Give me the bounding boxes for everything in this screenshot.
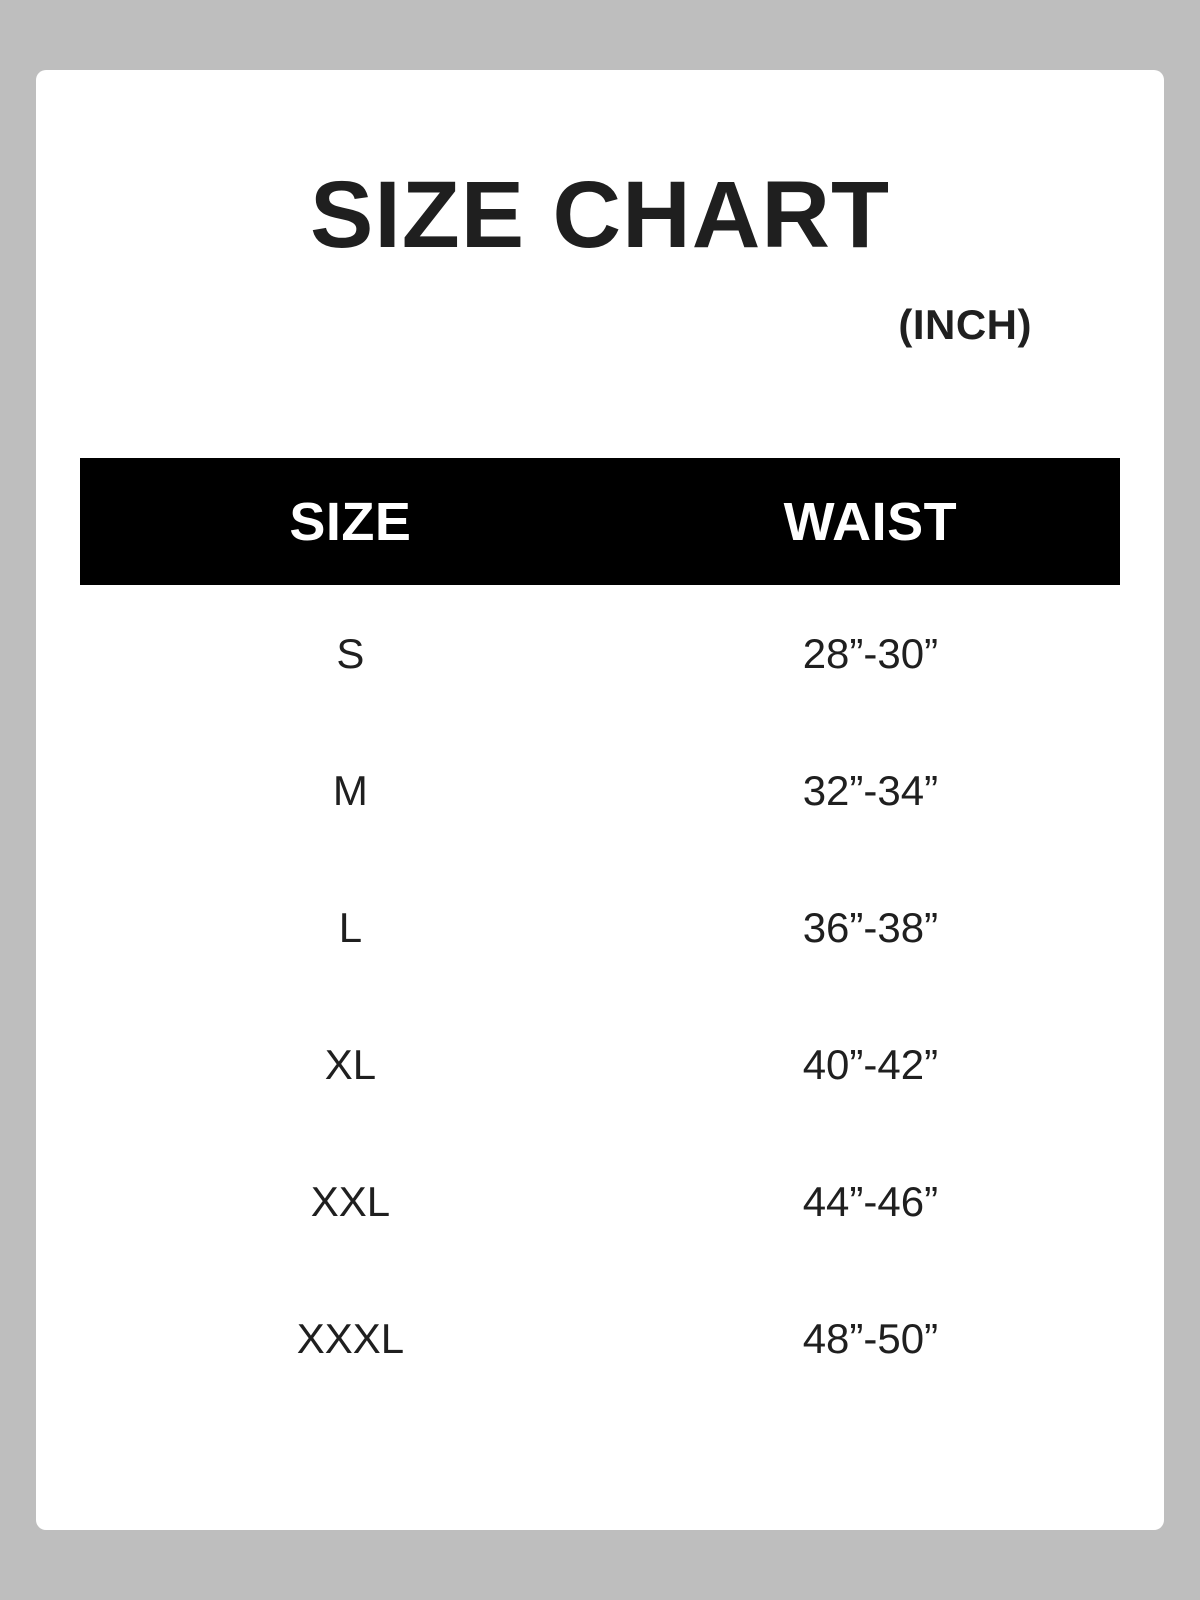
cell-waist: 44”-46” xyxy=(802,1177,939,1225)
column-header-size: SIZE xyxy=(289,491,412,552)
cell-size: M xyxy=(332,766,368,814)
cell-waist: 36”-38” xyxy=(802,903,939,951)
cell-size: XXL xyxy=(310,1177,391,1225)
size-table xyxy=(80,458,1120,1407)
table-row xyxy=(80,859,1120,996)
size-chart-card xyxy=(36,70,1164,1530)
cell-waist: 28”-30” xyxy=(802,629,939,677)
table-row xyxy=(80,585,1120,722)
cell-size: XXXL xyxy=(296,1314,405,1362)
table-row xyxy=(80,1133,1120,1270)
cell-size: L xyxy=(338,903,363,951)
page-title: SIZE CHART xyxy=(310,162,890,268)
table-row xyxy=(80,722,1120,859)
title-block xyxy=(36,70,1164,349)
cell-waist: 40”-42” xyxy=(802,1040,939,1088)
cell-waist: 32”-34” xyxy=(802,766,939,814)
table-row xyxy=(80,996,1120,1133)
unit-label: (INCH) xyxy=(898,301,1032,348)
cell-size: XL xyxy=(324,1040,377,1088)
table-row xyxy=(80,1270,1120,1407)
column-header-waist: WAIST xyxy=(783,491,958,552)
cell-waist: 48”-50” xyxy=(802,1314,939,1362)
cell-size: S xyxy=(336,629,365,677)
table-header-row xyxy=(80,458,1120,585)
